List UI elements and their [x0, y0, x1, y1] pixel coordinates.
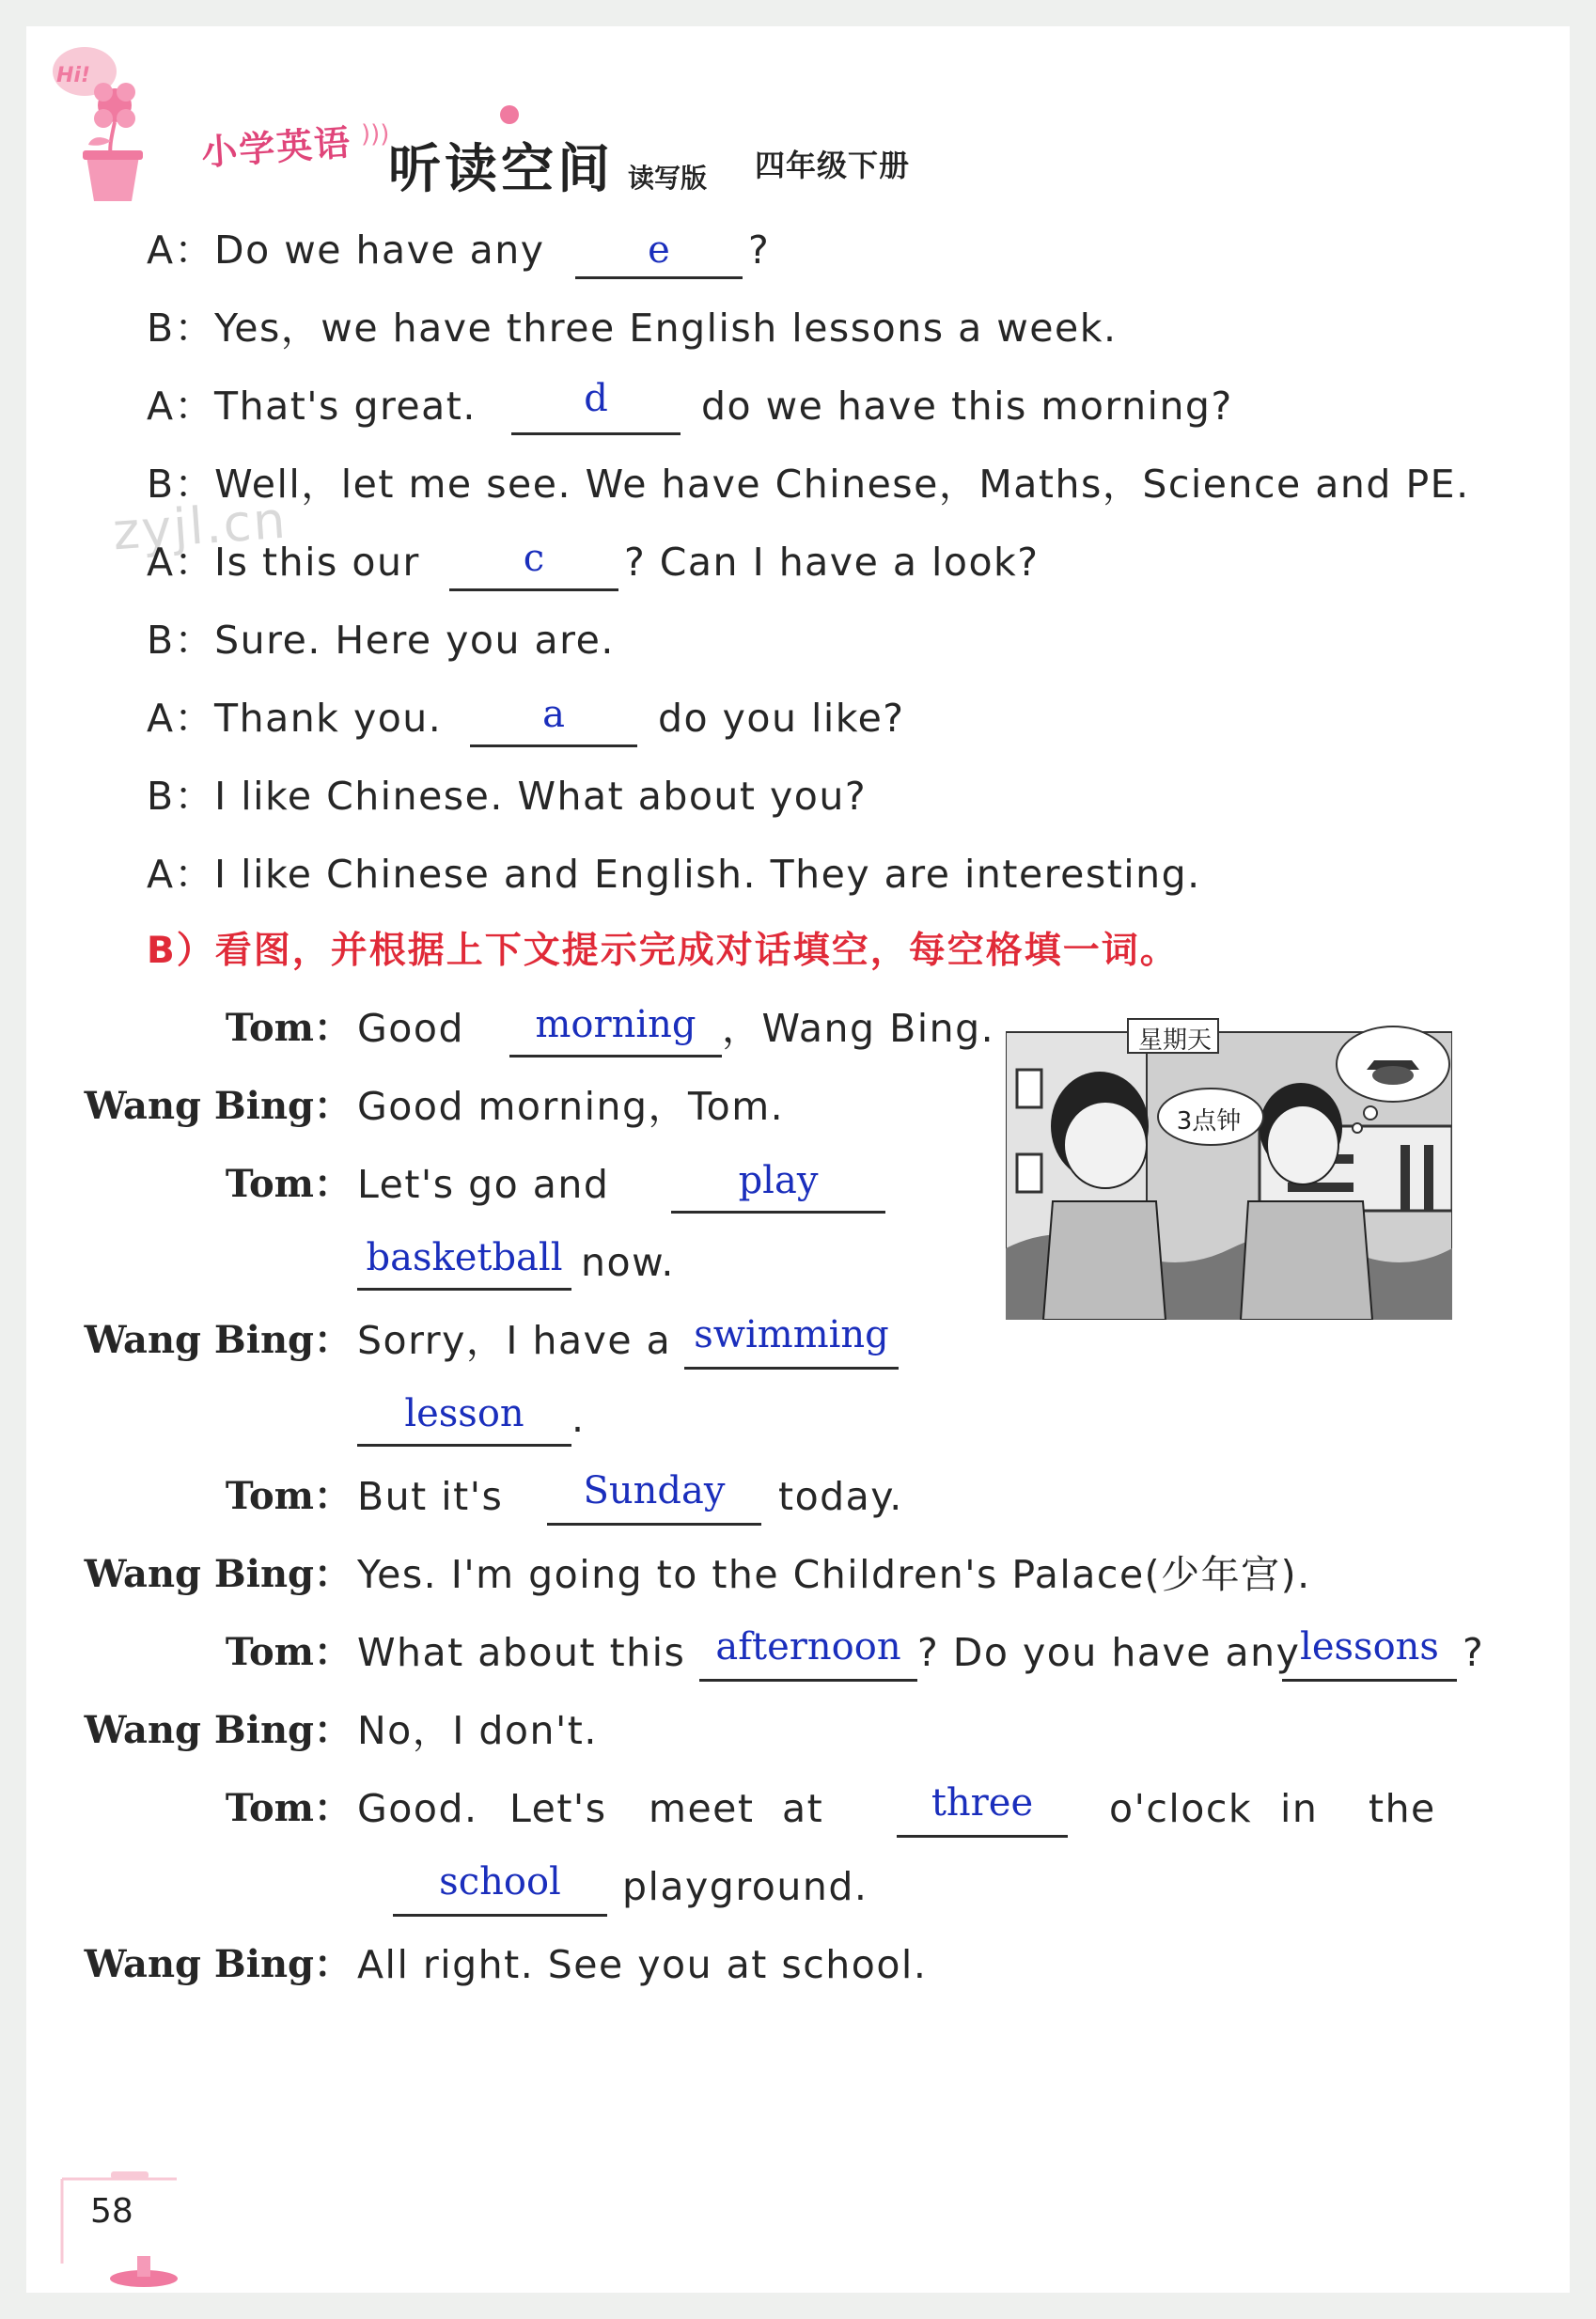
part-a-line-5: A：Is this our	[147, 540, 420, 585]
answer-blank[interactable]	[671, 1211, 885, 1214]
answer-text: swimming	[694, 1313, 889, 1356]
answer-text: afternoon	[715, 1625, 901, 1669]
answer-blank[interactable]	[684, 1367, 899, 1370]
header	[26, 26, 1570, 205]
part-a-line-4: B：Well，let me see. We have Chinese，Maths，Science and PE.	[147, 462, 1470, 507]
sound-waves-icon: )))	[361, 120, 390, 149]
answer-blank[interactable]	[897, 1835, 1068, 1838]
hi-badge: Hi!	[56, 64, 90, 87]
speaker-tom: Tom：	[225, 1162, 352, 1206]
line-text: All right. See you at school.	[357, 1942, 928, 1987]
line-text: Sorry，I have a	[357, 1318, 672, 1363]
footer-ornament-icon	[55, 2151, 261, 2292]
line-text: ?	[748, 227, 771, 273]
line-text: Good morning，Tom.	[357, 1084, 785, 1129]
line-text: Good.	[357, 1786, 478, 1831]
answer-text: Sunday	[583, 1469, 726, 1512]
line-text: .	[571, 1396, 586, 1441]
line-text: What about this	[357, 1630, 686, 1675]
speaker-wang-bing: Wang Bing：	[84, 1552, 352, 1596]
answer-text: c	[523, 537, 545, 580]
page-number: 58	[90, 2192, 133, 2231]
part-b-dialogue	[26, 1004, 1570, 2038]
line-text: ?	[1463, 1630, 1485, 1675]
speaker-wang-bing: Wang Bing：	[84, 1318, 352, 1362]
part-a-line-9: A：I like Chinese and English. They are interesting.	[147, 852, 1201, 897]
speaker-wang-bing: Wang Bing：	[84, 1084, 352, 1128]
line-text: meet	[649, 1786, 755, 1831]
answer-text: basketball	[366, 1236, 563, 1279]
answer-text: school	[439, 1860, 561, 1904]
line-text: do you like?	[658, 696, 905, 741]
answer-blank[interactable]	[357, 1444, 571, 1447]
answer-blank[interactable]	[575, 276, 743, 279]
line-text: ，Wang Bing.	[722, 1006, 995, 1051]
answer-blank[interactable]	[547, 1523, 761, 1526]
answer-text: e	[648, 228, 670, 272]
line-text: now.	[581, 1240, 675, 1285]
line-text: at	[782, 1786, 824, 1831]
line-text: A：Do we have any	[147, 227, 545, 273]
line-text: the	[1369, 1786, 1436, 1831]
answer-text: lessons	[1300, 1625, 1439, 1669]
brand-small: 小学英语	[199, 121, 353, 174]
answer-blank[interactable]	[511, 432, 681, 435]
part-a-line-6: B：Sure. Here you are.	[147, 618, 615, 663]
line-text: today.	[778, 1474, 903, 1519]
part-a-line-2: B：Yes，we have three English lessons a week.	[147, 306, 1118, 351]
part-a-line-8: B：I like Chinese. What about you?	[147, 774, 868, 819]
line-text: But it's	[357, 1474, 504, 1519]
line-text: ? Do you have any	[917, 1630, 1301, 1675]
answer-text: a	[542, 693, 565, 736]
speaker-wang-bing: Wang Bing：	[84, 1708, 352, 1752]
illustration-speech-bubble: 3点钟	[1176, 1107, 1242, 1136]
speaker-tom: Tom：	[225, 1474, 352, 1518]
logo-flower-pot-icon	[45, 36, 158, 205]
answer-blank[interactable]	[393, 1914, 607, 1917]
speaker-wang-bing: Wang Bing：	[84, 1942, 352, 1986]
answer-blank[interactable]	[699, 1679, 917, 1682]
speaker-tom: Tom：	[225, 1786, 352, 1830]
speaker-tom: Tom：	[225, 1630, 352, 1674]
answer-blank[interactable]	[470, 744, 637, 747]
answer-text: lesson	[404, 1392, 524, 1435]
answer-blank[interactable]	[509, 1055, 722, 1058]
workbook-page	[26, 26, 1570, 2293]
brand-big: 听读空间	[388, 139, 614, 200]
part-b-instruction: B）看图，并根据上下文提示完成对话填空，每空格填一词。	[147, 930, 1179, 972]
edition-label: 读写版	[628, 163, 708, 194]
answer-text: d	[584, 377, 608, 420]
answer-blank[interactable]	[357, 1288, 571, 1291]
line-text: o'clock	[1109, 1786, 1253, 1831]
part-a-dialogue	[147, 226, 1470, 940]
watermark: zyjl.cn	[111, 490, 289, 562]
footer	[26, 2151, 308, 2293]
line-text: do we have this morning?	[701, 384, 1233, 429]
answer-blank[interactable]	[449, 588, 618, 591]
answer-text: morning	[535, 1003, 696, 1046]
line-text: playground.	[622, 1864, 868, 1909]
line-text: No，I don't.	[357, 1708, 598, 1753]
line-text: Good	[357, 1006, 464, 1051]
line-text: in	[1280, 1786, 1319, 1831]
line-text: Yes. I'm going to the Children's Palace(少年宫).	[357, 1552, 1311, 1597]
illustration-sign: 星期天	[1137, 1026, 1212, 1055]
speaker-tom: Tom：	[225, 1006, 352, 1050]
answer-text: three	[931, 1781, 1034, 1825]
grade-label: 四年级下册	[755, 148, 911, 183]
part-a-line-3: A：That's great.	[147, 384, 477, 429]
part-a-line-1	[147, 226, 545, 274]
answer-text: play	[738, 1159, 819, 1202]
line-text: ? Can I have a look?	[624, 540, 1040, 585]
part-a-line-7: A：Thank you.	[147, 696, 443, 741]
answer-blank[interactable]	[1282, 1679, 1457, 1682]
line-text: Let's	[509, 1786, 607, 1831]
line-text: Let's go and	[357, 1162, 610, 1207]
pink-dot-icon	[498, 103, 521, 126]
